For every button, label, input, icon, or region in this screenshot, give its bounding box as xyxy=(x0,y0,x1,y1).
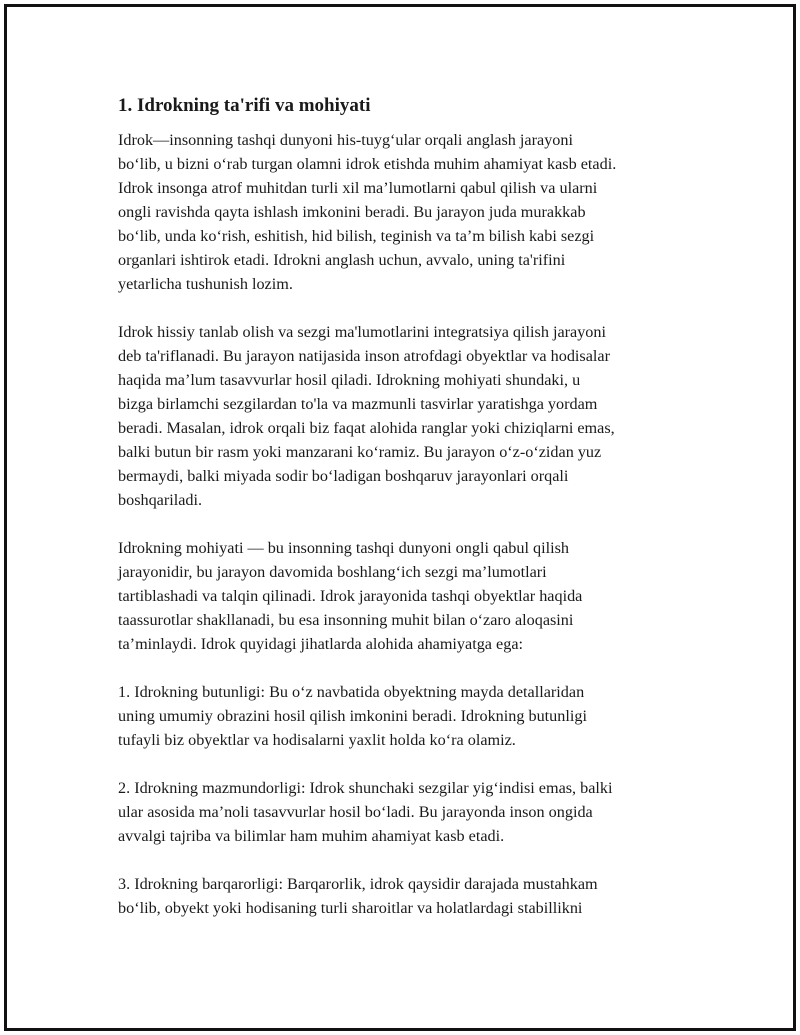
text-line: jarayonidir, bu jarayon davomida boshlang‘ich sezgi ma’lumotlari xyxy=(118,563,547,581)
paragraph-integration xyxy=(118,320,698,512)
text-line: 1. Idrokning butunligi: Bu o‘z navbatida obyektning mayda detallaridan xyxy=(118,683,585,701)
text-line: 2. Idrokning mazmundorligi: Idrok shunchaki sezgilar yig‘indisi emas, balki xyxy=(118,779,613,797)
text-line: Idrok—insonning tashqi dunyoni his-tuyg‘ular orqali anglash jarayoni xyxy=(118,131,573,149)
section-heading: 1. Idrokning ta'rifi va mohiyati xyxy=(118,95,371,116)
paragraph-essence xyxy=(118,536,698,656)
list-item-meaningfulness xyxy=(118,776,698,848)
text-line: ongli ravishda qayta ishlash imkonini beradi. Bu jarayon juda murakkab xyxy=(118,203,586,221)
text-line: bo‘lib, unda ko‘rish, eshitish, hid bilish, teginish va ta’m bilish kabi sezgi xyxy=(118,227,595,245)
text-line: tufayli biz obyektlar va hodisalarni yaxlit holda ko‘ra olamiz. xyxy=(118,731,516,749)
text-line: 3. Idrokning barqarorligi: Barqarorlik, idrok qaysidir darajada mustahkam xyxy=(118,875,598,893)
paragraph-definition xyxy=(118,128,698,296)
list-item-wholeness xyxy=(118,680,698,752)
text-line: haqida ma’lum tasavvurlar hosil qiladi. Idrokning mohiyati shundaki, u xyxy=(118,371,581,389)
text-line: bermaydi, balki miyada sodir bo‘ladigan boshqaruv jarayonlari orqali xyxy=(118,467,569,485)
text-line: Idrokning mohiyati — bu insonning tashqi dunyoni ongli qabul qilish xyxy=(118,539,569,557)
text-line: bizga birlamchi sezgilardan to'la va mazmunli tasvirlar yaratishga yordam xyxy=(118,395,598,413)
text-line: boshqariladi. xyxy=(118,491,203,509)
text-line: uning umumiy obrazini hosil qilish imkonini beradi. Idrokning butunligi xyxy=(118,707,587,725)
document-body xyxy=(118,92,698,944)
text-line: ular asosida ma’noli tasavvurlar hosil bo‘ladi. Bu jarayonda inson ongida xyxy=(118,803,593,821)
text-line: Idrok insonga atrof muhitdan turli xil ma’lumotlarni qabul qilish va ularni xyxy=(118,179,598,197)
text-line: balki butun bir rasm yoki manzarani ko‘ramiz. Bu jarayon o‘z-o‘zidan yuz xyxy=(118,443,602,461)
text-line: tartiblashadi va talqin qilinadi. Idrok jarayonida tashqi obyektlar haqida xyxy=(118,587,583,605)
text-line: taassurotlar shakllanadi, bu esa insonning muhit bilan o‘zaro aloqasini xyxy=(118,611,574,629)
text-line: deb ta'riflanadi. Bu jarayon natijasida inson atrofdagi obyektlar va hodisalar xyxy=(118,347,610,365)
list-item-stability xyxy=(118,872,698,920)
text-line: Idrok hissiy tanlab olish va sezgi ma'lumotlarini integratsiya qilish jarayoni xyxy=(118,323,606,341)
text-line: organlari ishtirok etadi. Idrokni anglash uchun, avvalo, uning ta'rifini xyxy=(118,251,566,269)
text-line: bo‘lib, u bizni o‘rab turgan olamni idrok etishda muhim ahamiyat kasb etadi. xyxy=(118,155,617,173)
text-line: avvalgi tajriba va bilimlar ham muhim ahamiyat kasb etadi. xyxy=(118,827,505,845)
text-line: yetarlicha tushunish lozim. xyxy=(118,275,293,293)
text-line: beradi. Masalan, idrok orqali biz faqat alohida ranglar yoki chiziqlarni emas, xyxy=(118,419,615,437)
text-line: ta’minlaydi. Idrok quyidagi jihatlarda alohida ahamiyatga ega: xyxy=(118,635,523,653)
text-line: bo‘lib, obyekt yoki hodisaning turli sharoitlar va holatlardagi stabillikni xyxy=(118,899,583,917)
